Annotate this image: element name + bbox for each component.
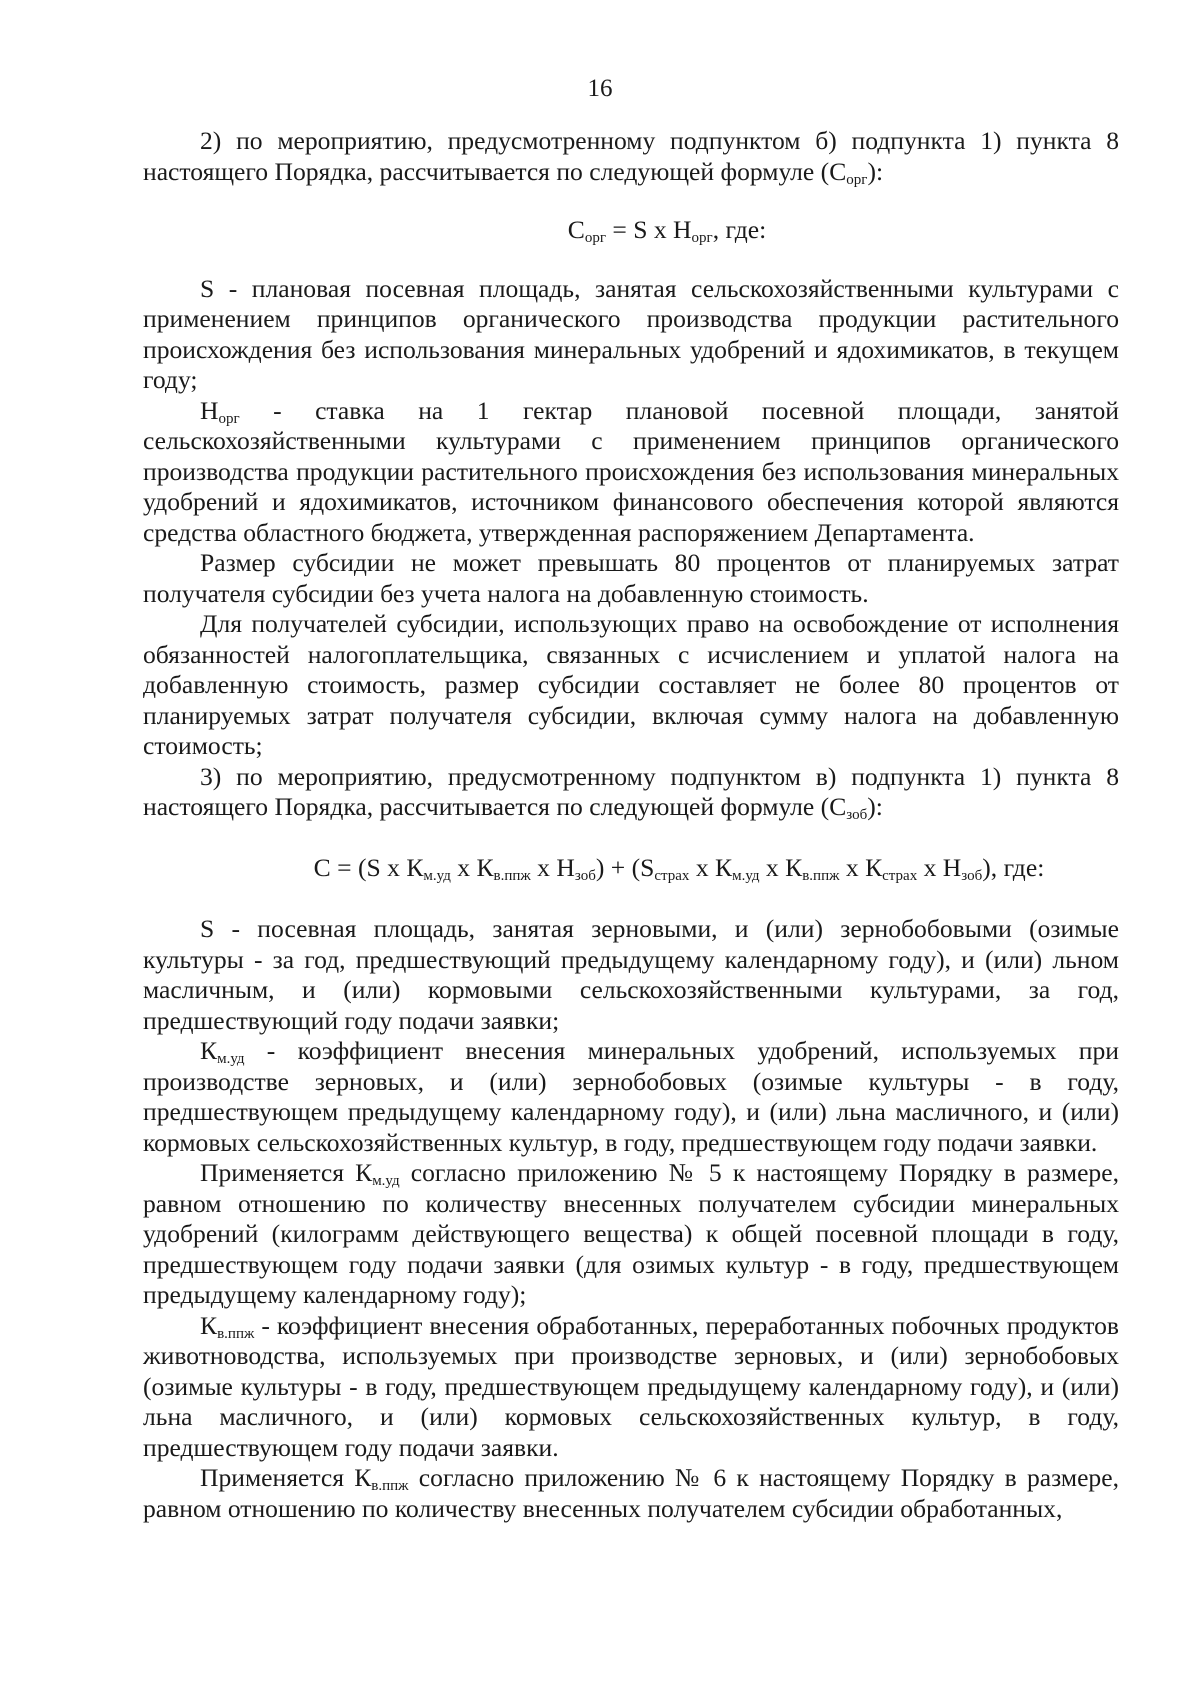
paragraph-vat-exempt: Для получателей субсидии, использующих право на освобождение от исполнения обязанностей налогоплательщика, связанных с исчислением и уплатой налога на добавленную стоимость, размер субсидии составляет не более 80 процентов от планируемых затрат получателя субсидии, включая сумму налога на добавленную стоимость; (143, 609, 1119, 760)
definition-s-sown-area: S - посевная площадь, занятая зерновыми, и (или) зернобобовыми (озимые культуры - за год, предшествующий предыдущему календарному году), и (или) льном масличным, и (или) кормовыми сельскохозяйственными культурами, за год, предшествующий году подачи заявки; (143, 914, 1119, 1035)
definition-k-vppzh: $К_{в.ппж}$ - коэффициент внесения обработанных, переработанных побочных продуктов животноводства, используемых при производстве зерновых, и (или) зернобобовых (озимые культуры - в году, предшествующем предыдущему календарному году), и (или) льна масличного, и (или) кормовых сельскохозяйственных культур, в году, предшествующем году подачи заявки. (143, 1310, 1119, 1462)
document-body (143, 126, 1119, 1524)
definition-s-planned-area: S - плановая посевная площадь, занятая сельскохозяйственными культурами с применением принципов органического производства продукции растительного происхождения без использования минеральных удобрений и ядохимикатов, в текущем году; (143, 273, 1119, 394)
formula-c-org: $С_{орг} = S$ х $Н_{орг}$, где: (567, 215, 767, 246)
paragraph-apply-k-mud: Применяется $К_{м.уд}$ согласно приложению № 5 к настоящему Порядку в размере, равном отношению по количеству внесенных получателем субсидии минеральных удобрений (килограмм действующего вещества) к общей посевной площади в году, предшествующем году подачи заявки (для озимых культур - в году, предшествующем предыдущему календарному году); (143, 1158, 1119, 1309)
formula-c-zob: С = (S х $К_{м.уд}$ х $К_{в.ппж}$ х $Н_{зоб}) + (S_{страх}$ х $К_{м.уд}$ х $К_{в.ппж}$ х $К_{страх}$ х $Н_{зоб}$), где: (313, 852, 1045, 884)
paragraph-measure-b: 2) по мероприятию, предусмотренному подпунктом б) подпункта 1) пункта 8 настоящего Порядка, рассчитывается по следующей формуле $(С_{орг})$: (143, 126, 1119, 188)
definition-h-org: $Н_{орг}$ - ставка на 1 гектар плановой посевной площади, занятой сельскохозяйственными культурами с применением принципов органического производства продукции растительного происхождения без использования минеральных удобрений и ядохимикатов, источником финансового обеспечения которой являются средства областного бюджета, утвержденная распоряжением Департамента. (143, 395, 1119, 547)
definition-k-mud: $К_{м.уд}$ - коэффициент внесения минеральных удобрений, используемых при производстве зерновых, и (или) зернобобовых (озимые культуры - в году, предшествующем предыдущему календарному году), и (или) льна масличного, и (или) кормовых сельскохозяйственных культур, в году, предшествующем году подачи заявки. (143, 1036, 1119, 1157)
paragraph-subsidy-limit: Размер субсидии не может превышать 80 процентов от планируемых затрат получателя субсидии без учета налога на добавленную стоимость. (143, 548, 1119, 608)
paragraph-measure-v: 3) по мероприятию, предусмотренному подпунктом в) подпункта 1) пункта 8 настоящего Порядка, рассчитывается по следующей формуле $(С_{зоб})$: (143, 761, 1119, 823)
page-number: 16 (587, 75, 613, 102)
paragraph-apply-k-vppzh: Применяется $К_{в.ппж}$ согласно приложению № 6 к настоящему Порядку в размере, равном отношению по количеству внесенных получателем субсидии обработанных, (143, 1463, 1119, 1523)
